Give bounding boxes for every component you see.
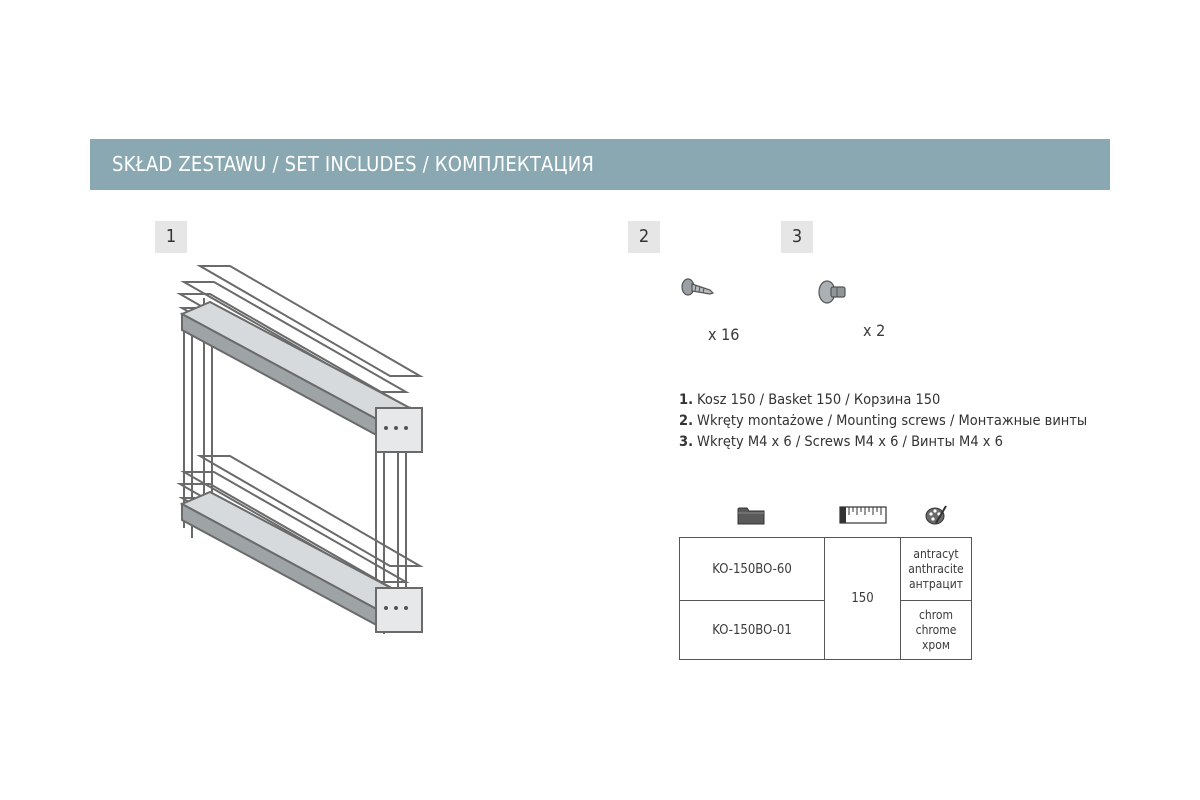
color-name-pl: antracyt (913, 546, 959, 561)
parts-legend (679, 390, 1087, 453)
color-cell (901, 538, 972, 601)
color-name-pl: chrom (918, 607, 954, 622)
spec-table (679, 537, 972, 660)
screw-icon (680, 276, 716, 302)
ruler-icon (839, 505, 887, 525)
legend-item-number: 1. (679, 392, 694, 408)
product-code-cell: KO-150BO-01 (680, 601, 825, 660)
color-name-ru: антрацит (908, 576, 964, 591)
legend-item-number: 2. (679, 413, 694, 429)
page-title: SKŁAD ZESTAWU / SET INCLUDES / КОМПЛЕКТАЦИЯ (112, 152, 595, 176)
color-cell (901, 601, 972, 660)
color-name-en: chrome (915, 622, 957, 637)
item-2-number: 2 (628, 221, 660, 253)
header-bar (90, 139, 1110, 190)
legend-item (679, 411, 1087, 432)
legend-item-text: Wkręty M4 x 6 / Screws M4 x 6 / Винты M4 x 6 (697, 434, 1003, 450)
item-2-quantity: x 16 (708, 325, 740, 344)
item-3-number: 3 (781, 221, 813, 253)
color-name-en: anthracite (908, 561, 964, 576)
color-name-ru: хром (922, 637, 950, 652)
item-1-number: 1 (155, 221, 187, 253)
bolt-icon (817, 278, 849, 306)
item-3-quantity: x 2 (863, 321, 886, 340)
palette-icon (924, 503, 948, 527)
legend-item (679, 432, 1087, 453)
legend-item-text: Kosz 150 / Basket 150 / Корзина 150 (697, 392, 941, 408)
basket-illustration (170, 258, 430, 638)
table-row (680, 538, 972, 601)
folder-icon (737, 505, 765, 525)
legend-item (679, 390, 1087, 411)
legend-item-number: 3. (679, 434, 694, 450)
product-code-cell: KO-150BO-60 (680, 538, 825, 601)
legend-item-text: Wkręty montażowe / Mounting screws / Монтажные винты (697, 413, 1088, 429)
width-cell: 150 (825, 538, 901, 660)
